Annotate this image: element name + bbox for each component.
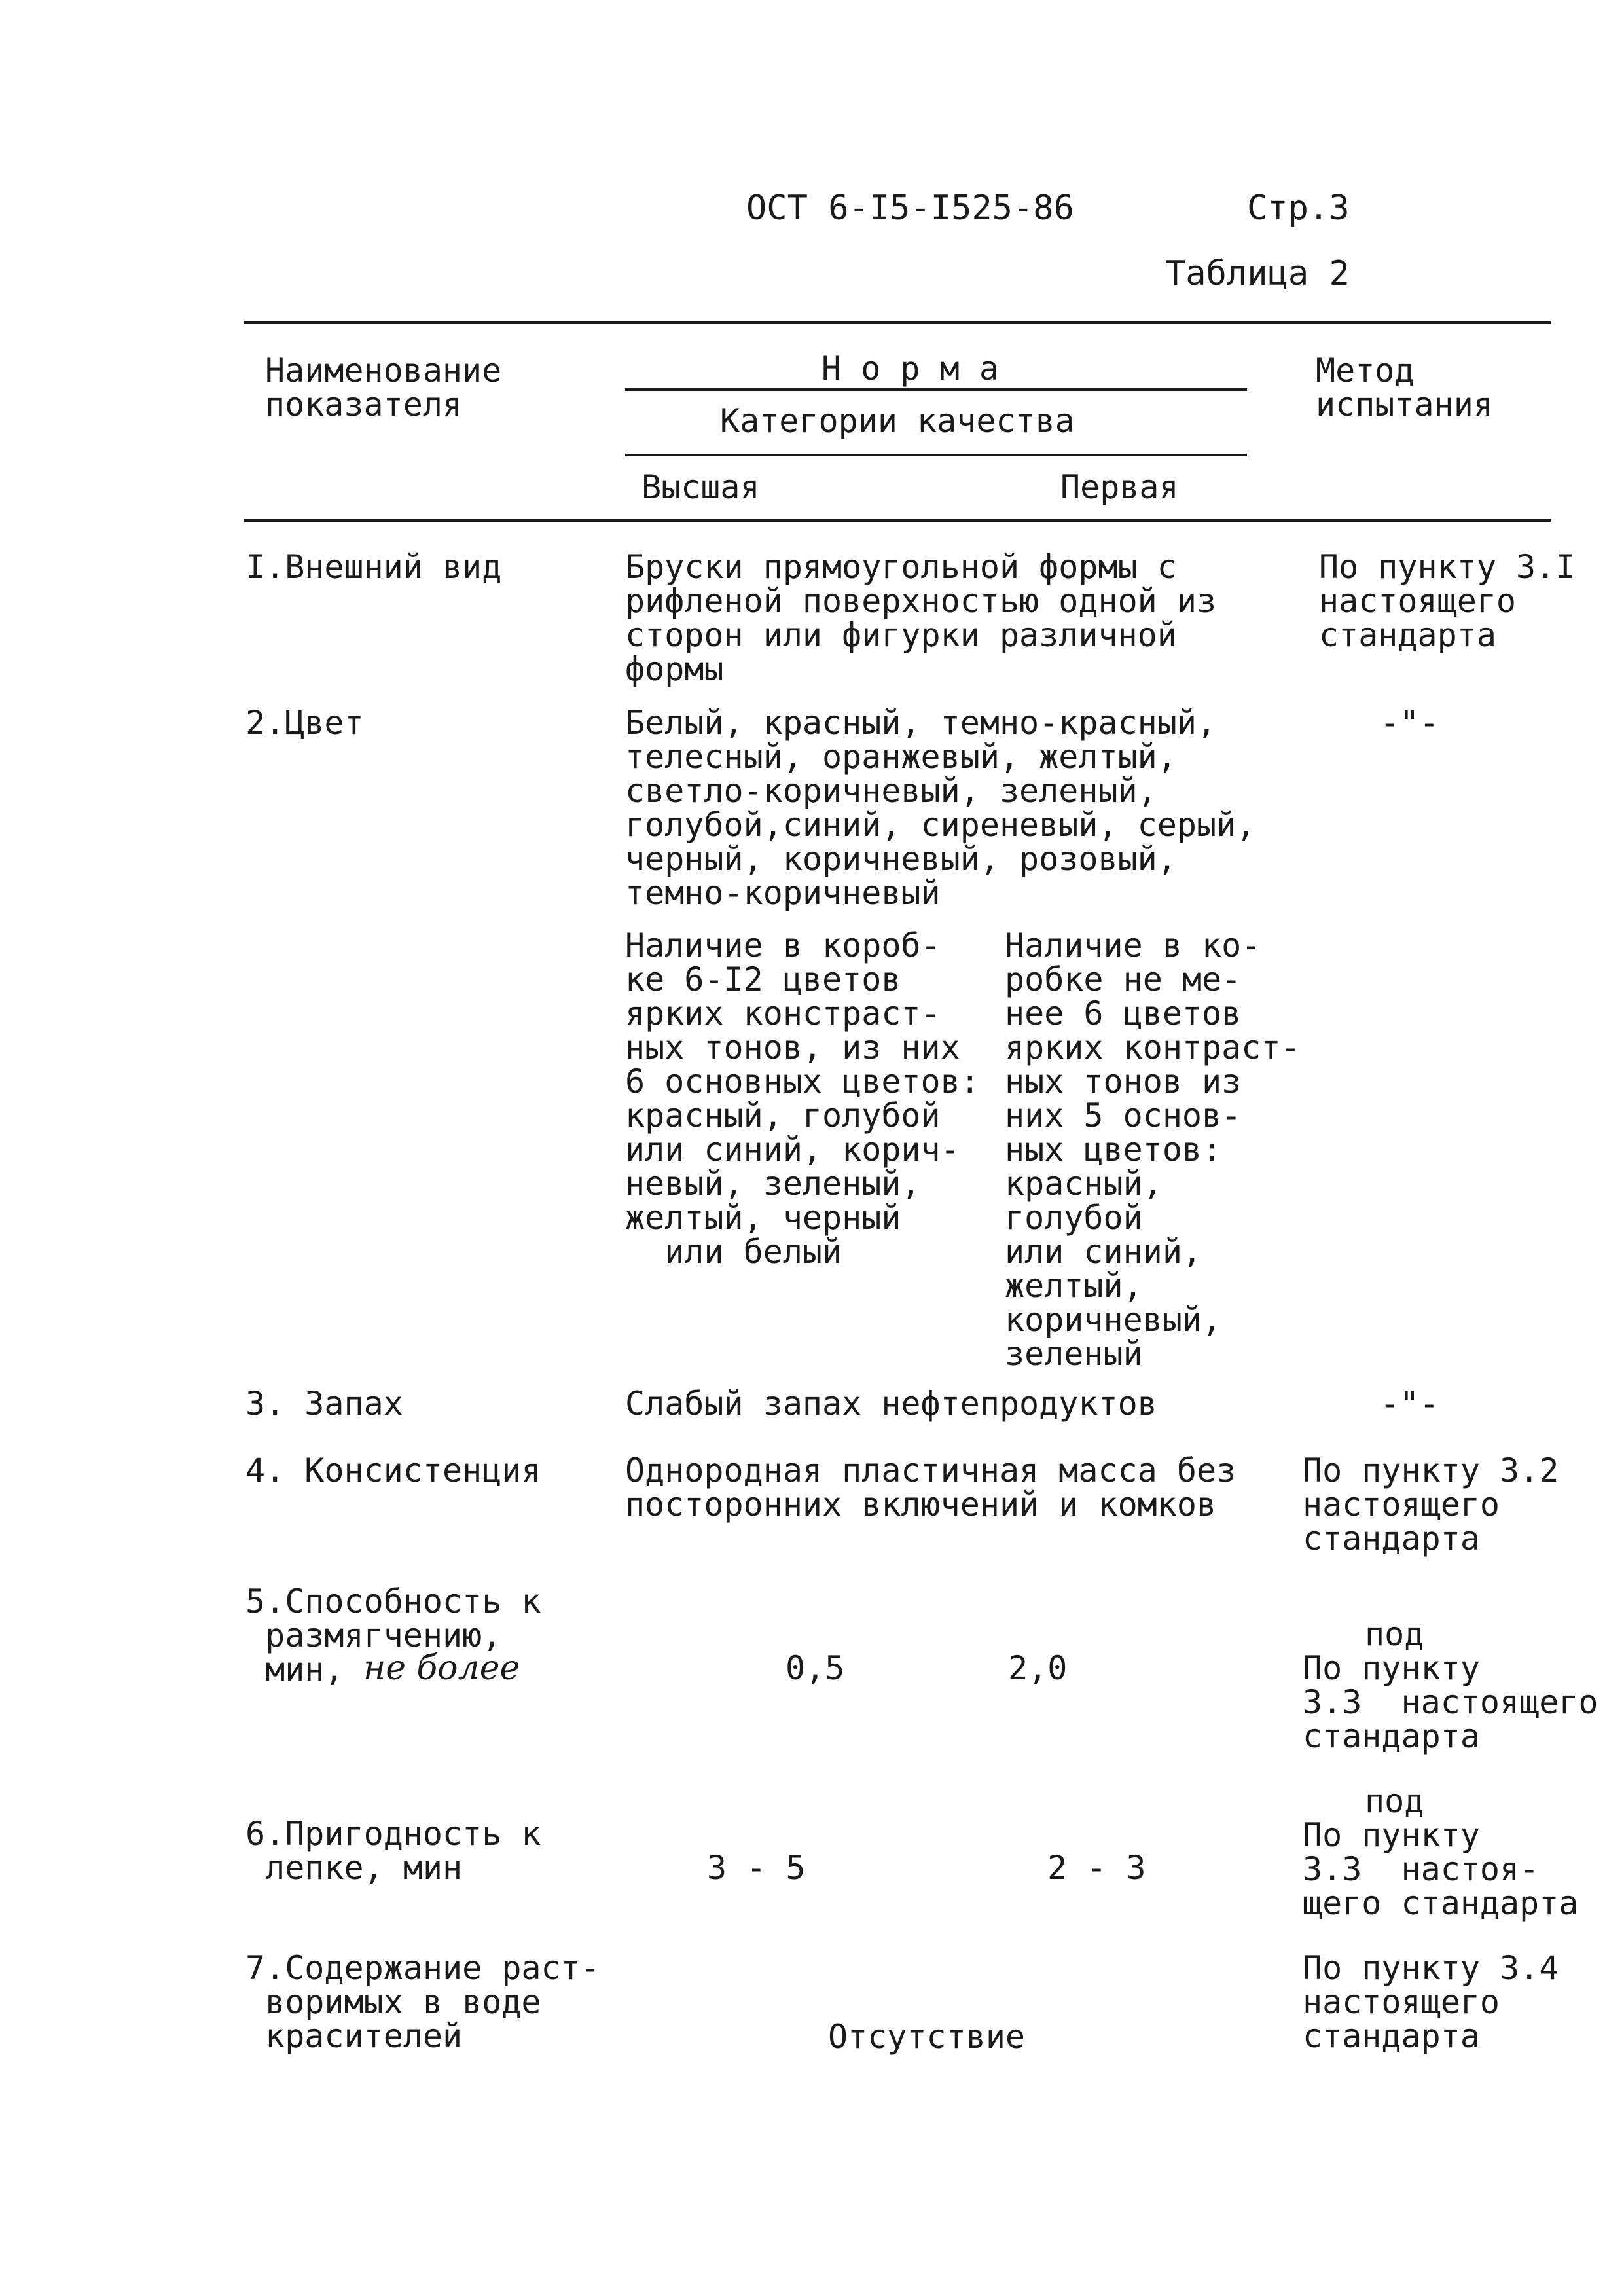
row-3-name: 3. Запах xyxy=(245,1385,403,1423)
row-1-method: По пункту 3.I настоящего стандарта xyxy=(1319,548,1576,654)
row-6-method: По пункту 3.3 настоя- щего стандарта xyxy=(1303,1816,1579,1922)
row-7-name: 7.Содержание раст- воримых в воде красителей xyxy=(245,1949,600,2055)
table-top-rule xyxy=(244,321,1551,324)
column-header-name: Наименование показателя xyxy=(265,352,502,424)
row-5-higher: 0,5 xyxy=(785,1649,845,1687)
row-2-norm: Белый, красный, темно-красный, телесный, оранжевый, желтый, светло-коричневый, зеленый, голубой,синий, сиреневый, серый, черный, коричневый, розовый, темно-коричневый xyxy=(625,704,1256,912)
document-code: ОСТ 6-I5-I525-86 xyxy=(746,189,1074,228)
row-3-norm: Слабый запах нефтепродуктов xyxy=(625,1385,1157,1423)
column-header-norma: Н о р м а xyxy=(821,350,999,388)
column-header-method: Метод испытания xyxy=(1316,352,1493,424)
row-6-higher: 3 - 5 xyxy=(707,1849,806,1887)
row-2-norm-higher: Наличие в короб- ке 6-I2 цветов ярких констраст- ных тонов, из них 6 основных цветов: красный, голубой или синий, корич- невый, зеленый, желтый, черный или белый xyxy=(625,926,980,1271)
row-5-first: 2,0 xyxy=(1008,1649,1068,1687)
row-4-method: По пункту 3.2 настоящего стандарта xyxy=(1303,1451,1559,1558)
column-header-higher: Высшая xyxy=(641,468,760,506)
row-3-method: -"- xyxy=(1380,1385,1439,1423)
row-5-handwritten-note: не более xyxy=(363,1649,520,1688)
row-4-norm: Однородная пластичная масса без посторонних включений и комков xyxy=(625,1451,1236,1523)
row-4-name: 4. Консистенция xyxy=(245,1451,541,1489)
norma-rule xyxy=(625,388,1247,391)
row-2-method: -"- xyxy=(1380,704,1439,742)
table-label: Таблица 2 xyxy=(1165,254,1350,293)
row-6-method-insert: под xyxy=(1365,1782,1424,1820)
row-1-name: I.Внешний вид xyxy=(245,548,502,586)
row-5-method: По пункту 3.3 настоящего стандарта xyxy=(1303,1649,1598,1755)
row-7-norm: Отсутствие xyxy=(828,2018,1026,2056)
column-header-categories: Категории качества xyxy=(720,402,1075,440)
row-5-name: 5.Способность к размягчению, мин, xyxy=(245,1582,541,1688)
row-2-norm-first: Наличие в ко- робке не ме- нее 6 цветов ярких контраст- ных тонов из них 5 основ- ных цветов: красный, голубой или синий, желтый, коричневый, зеленый xyxy=(1005,926,1301,1373)
row-6-first: 2 - 3 xyxy=(1047,1849,1146,1887)
row-1-norm: Бруски прямоугольной формы с рифленой поверхностью одной из сторон или фигурки различной формы xyxy=(625,548,1217,688)
page-number: Стр.3 xyxy=(1247,189,1350,228)
header-bottom-rule xyxy=(244,519,1551,522)
row-5-method-insert: под xyxy=(1365,1615,1424,1653)
row-2-name: 2.Цвет xyxy=(245,704,364,742)
column-header-first: Первая xyxy=(1060,468,1179,506)
categories-rule xyxy=(625,454,1247,456)
row-7-method: По пункту 3.4 настоящего стандарта xyxy=(1303,1949,1559,2055)
row-6-name: 6.Пригодность к лепке, мин xyxy=(245,1815,541,1887)
